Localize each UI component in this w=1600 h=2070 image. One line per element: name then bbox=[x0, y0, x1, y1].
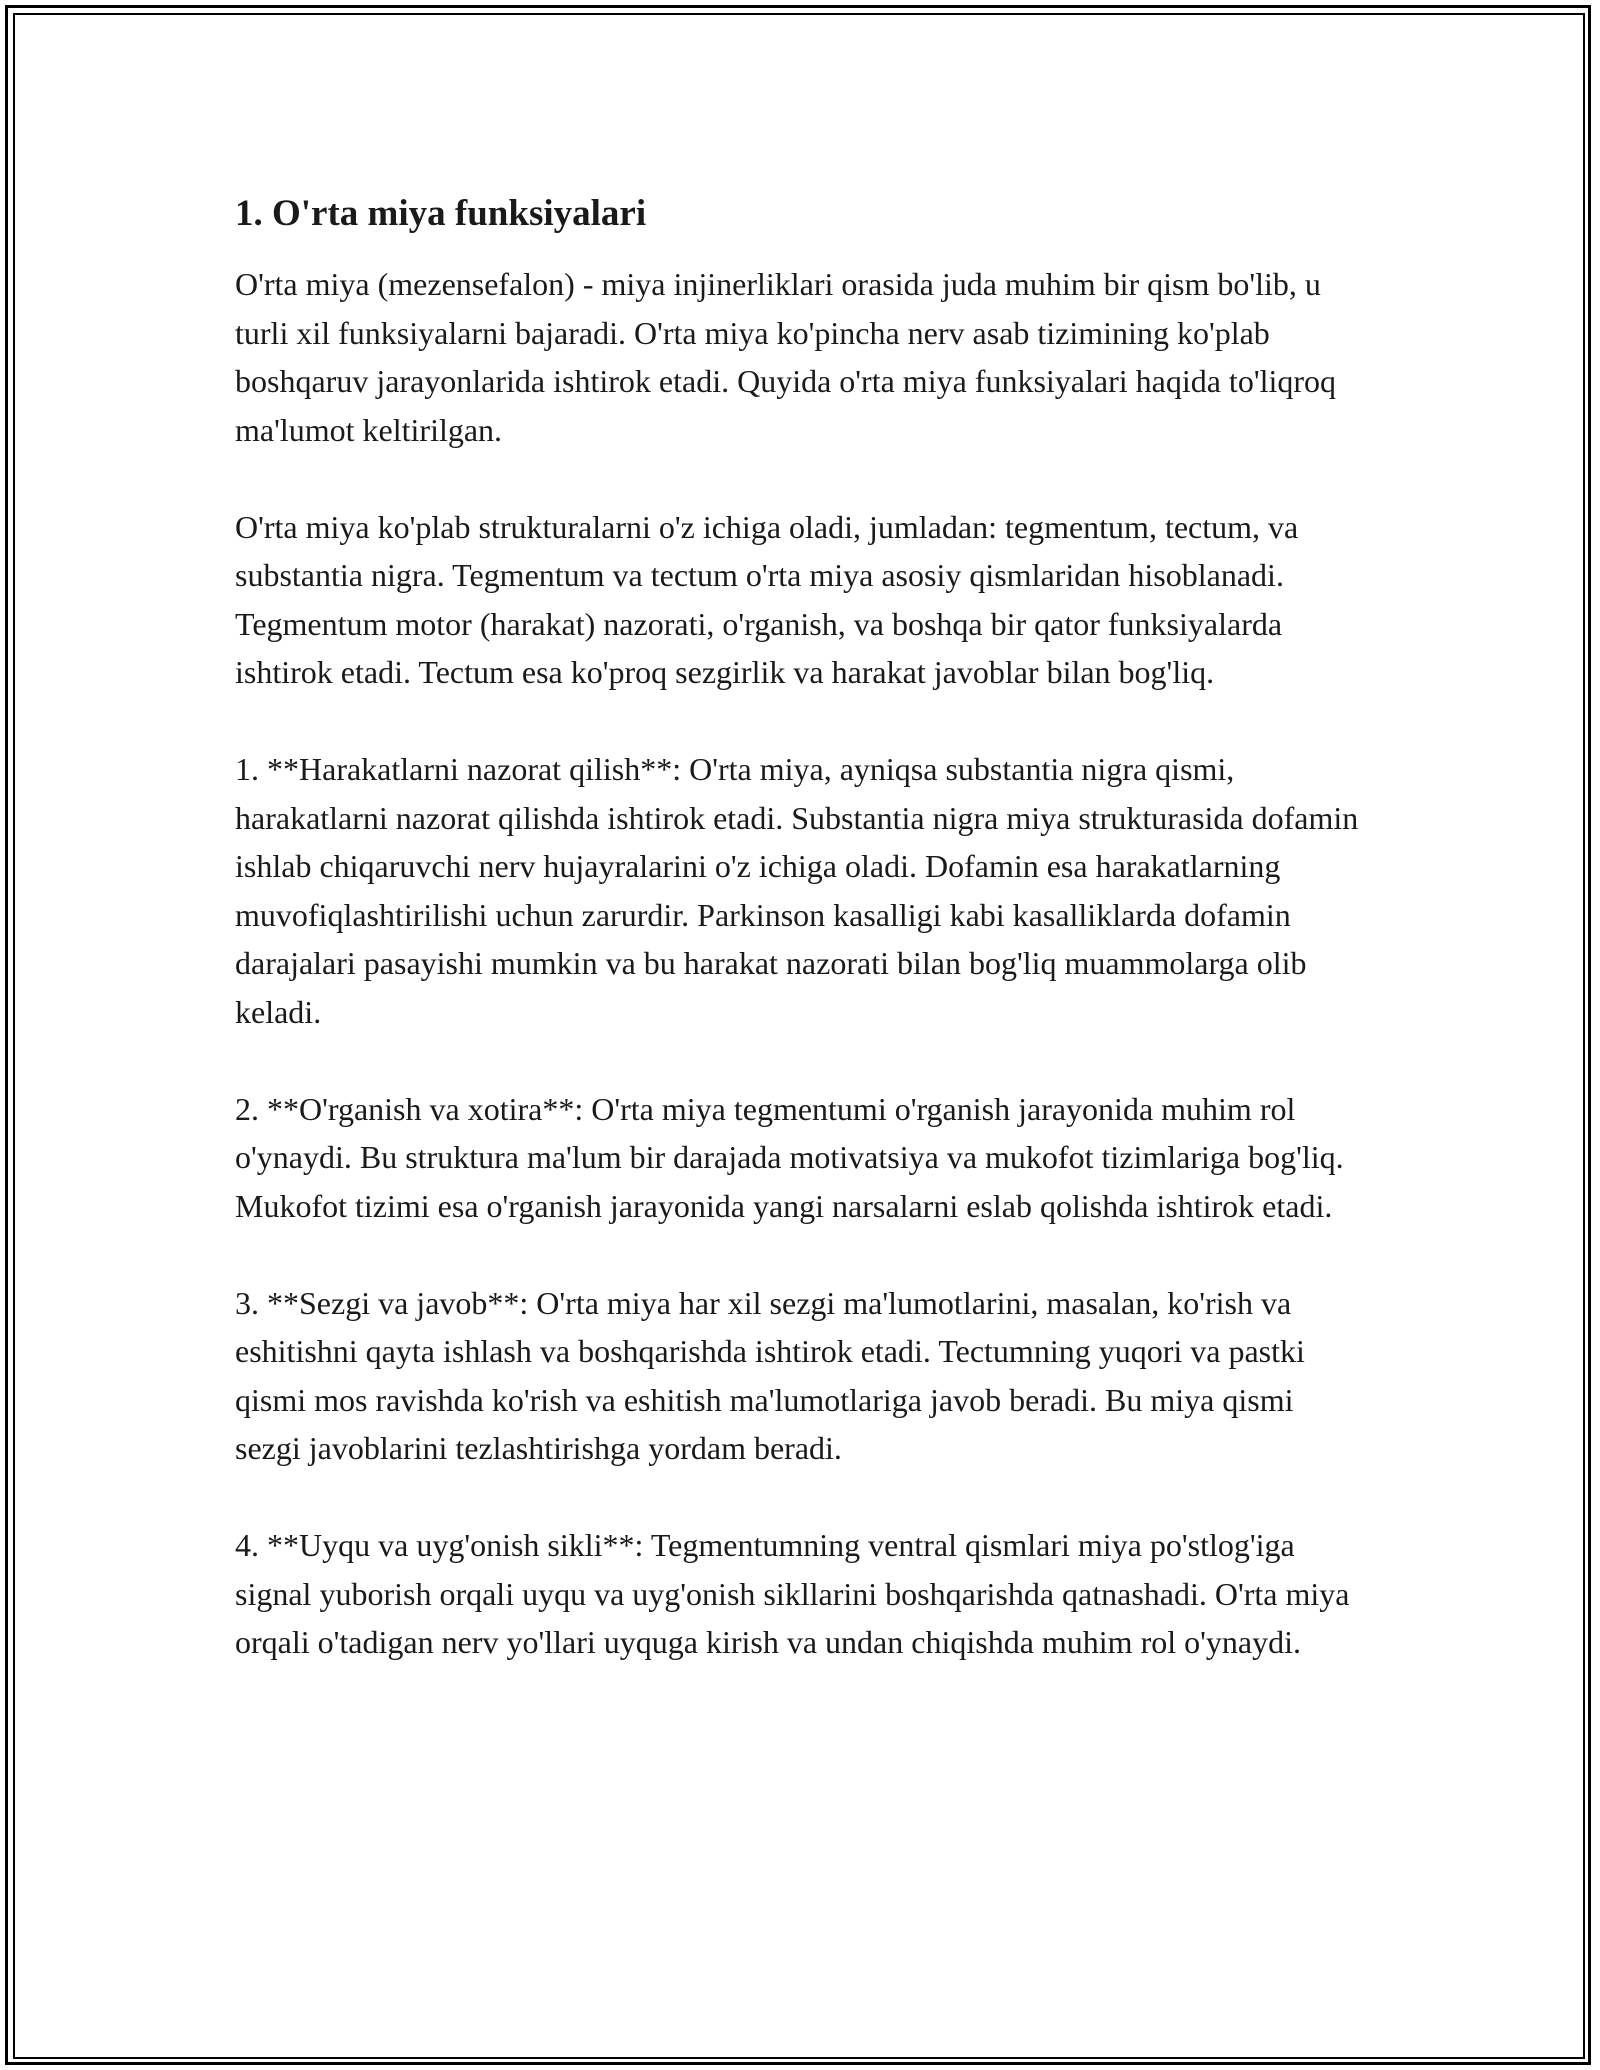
paragraph-intro: O'rta miya (mezensefalon) - miya injinerliklari orasida juda muhim bir qism bo'lib, u turli xil funksiyalarni bajaradi. O'rta miya ko'pincha nerv asab tizimining ko'plab boshqaruv jarayonlarida ishtirok etadi. Quyida o'rta miya funksiyalari haqida to'liqroq ma'lumot keltirilgan. bbox=[235, 266, 1337, 448]
paragraph-learning-memory: 2. **O'rganish va xotira**: O'rta miya tegmentumi o'rganish jarayonida muhim rol o'ynaydi. Bu struktura ma'lum bir darajada motivatsiya va mukofot tizimlariga bog'liq. Mukofot tizimi esa o'rganish jarayonida yangi narsalarni eslab qolishda ishtirok etadi. bbox=[235, 1090, 1344, 1224]
paragraph-sensation-response: 3. **Sezgi va javob**: O'rta miya har xil sezgi ma'lumotlarini, masalan, ko'rish va eshitishni qayta ishlash va boshqarishda ishtirok etadi. Tectumning yuqori va pastki qismi mos ravishda ko'rish va eshitish ma'lumotlariga javob beradi. Bu miya qismi sezgi javoblarini tezlashtirishga yordam beradi. bbox=[235, 1284, 1305, 1466]
document-title: 1. O'rta miya funksiyalari bbox=[235, 193, 647, 234]
paragraph-movement-control: 1. **Harakatlarni nazorat qilish**: O'rta miya, ayniqsa substantia nigra qismi, harakatlarni nazorat qilishda ishtirok etadi. Substantia nigra miya strukturasida dofamin ishlab chiqaruvchi nerv hujayralarini o'z ichiga oladi. Dofamin esa harakatlarning muvofiqlashtirilishi uchun zarurdir. Parkinson kasalligi kabi kasalliklarda dofamin darajalari pasayishi mumkin va bu harakat nazorati bilan bog'liq muammolarga olib keladi. bbox=[235, 751, 1359, 1030]
paragraph-structures: O'rta miya ko'plab strukturalarni o'z ichiga oladi, jumladan: tegmentum, tectum, va substantia nigra. Tegmentum va tectum o'rta miya asosiy qismlaridan hisoblanadi. Tegmentum motor (harakat) nazorati, o'rganish, va boshqa bir qator funksiyalarda ishtirok etadi. Tectum esa ko'proq sezgirlik va harakat javoblar bilan bog'liq. bbox=[235, 508, 1299, 690]
document-body bbox=[235, 190, 1365, 1715]
paragraph-sleep-wake-cycle: 4. **Uyqu va uyg'onish sikli**: Tegmentumning ventral qismlari miya po'stlog'iga signal yuborish orqali uyqu va uyg'onish sikllarini boshqarishda qatnashadi. O'rta miya orqali o'tadigan nerv yo'llari uyquga kirish va undan chiqishda muhim rol o'ynaydi. bbox=[235, 1527, 1350, 1660]
